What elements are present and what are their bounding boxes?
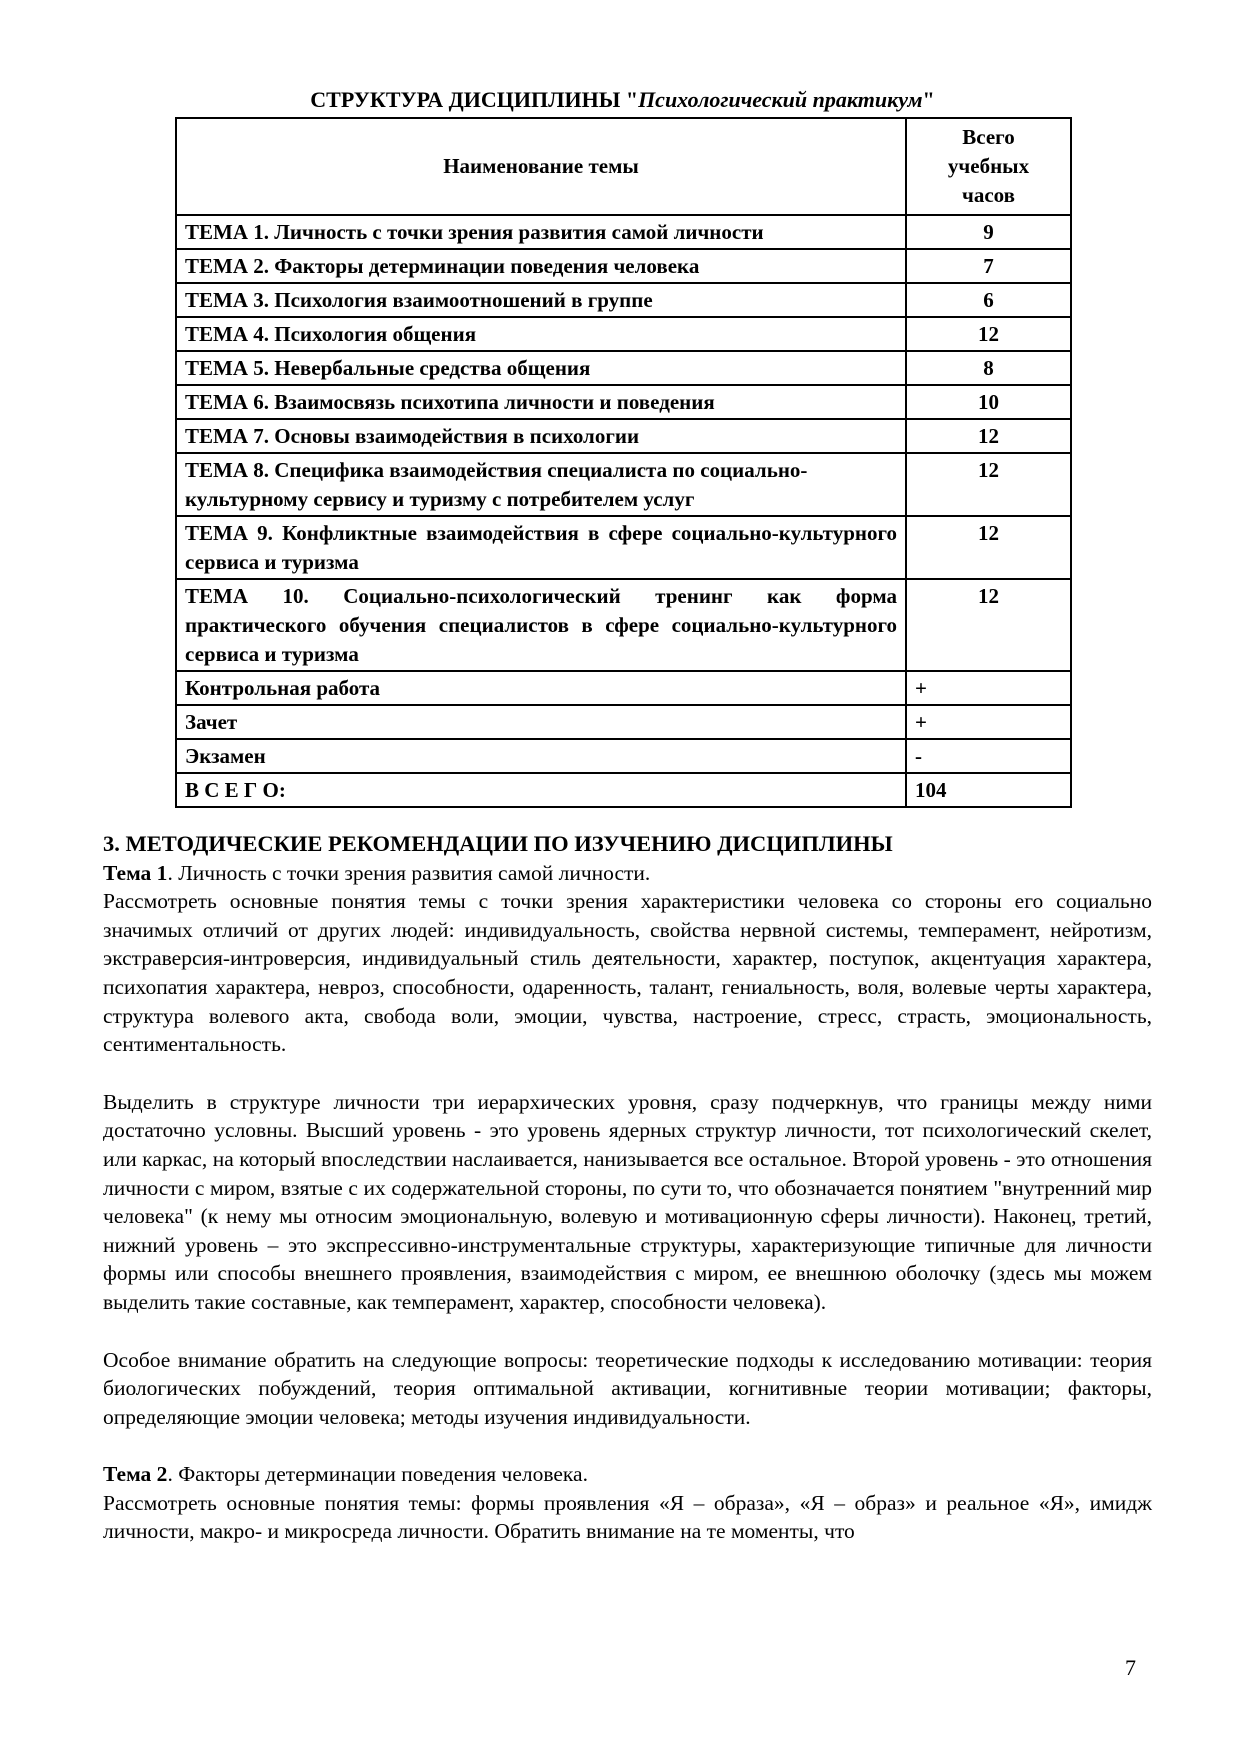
methodical-recommendations	[103, 830, 1152, 1546]
topic-1-heading	[103, 859, 1152, 888]
topic-hours: 12	[906, 516, 1071, 579]
topic-name: ТЕМА 2. Факторы детерминации поведения человека	[176, 249, 906, 283]
table-title-suffix: "	[922, 87, 935, 112]
total-hours: 104	[906, 773, 1071, 807]
table-row	[176, 671, 1071, 705]
discipline-name: Психологический практикум	[638, 87, 923, 112]
topic-name: Экзамен	[176, 739, 906, 773]
topic-hours: 8	[906, 351, 1071, 385]
topic-1-title: . Личность с точки зрения развития самой личности.	[167, 860, 651, 885]
discipline-structure-table	[175, 117, 1072, 808]
table-title-prefix: СТРУКТУРА ДИСЦИПЛИНЫ "	[310, 87, 639, 112]
table-row	[176, 419, 1071, 453]
topic-name: ТЕМА 6. Взаимосвязь психотипа личности и поведения	[176, 385, 906, 419]
table-row	[176, 385, 1071, 419]
topic-hours: 6	[906, 283, 1071, 317]
topic-name: ТЕМА 4. Психология общения	[176, 317, 906, 351]
table-header-row	[176, 118, 1071, 215]
page-number: 7	[1125, 1655, 1136, 1680]
paragraph: Рассмотреть основные понятия темы: формы проявления «Я – образа», «Я – образ» и реальное «Я», имидж личности, макро- и микросреда личности. Обратить внимание на те моменты, что	[103, 1490, 1152, 1544]
topic-hours: +	[906, 705, 1071, 739]
total-label: В С Е Г О:	[176, 773, 906, 807]
topic-2-title: . Факторы детерминации поведения человека.	[167, 1462, 588, 1487]
topic-2-heading	[103, 1460, 1152, 1489]
topic-name: Контрольная работа	[176, 671, 906, 705]
topic-hours: -	[906, 739, 1071, 773]
table-row	[176, 283, 1071, 317]
topic-name: ТЕМА 5. Невербальные средства общения	[176, 351, 906, 385]
table-row	[176, 739, 1071, 773]
paragraph: Выделить в структуре личности три иерархических уровня, сразу подчеркнув, что границы между ними достаточно условны. Высший уровень - это уровень ядерных структур личности, тот психологический скелет, или каркас, на который впоследствии наслаивается, нанизывается все остальное. Второй уровень - это отношения личности с миром, взятые с их содержательной стороны, по сути то, что обозначается понятием "внутренний мир человека" (к нему мы относим эмоциональную, волевую и мотивационную сферы личности). Наконец, третий, нижний уровень – это экспрессивно-инструментальные структуры, характеризующие типичные для личности формы или способы внешнего проявления, взаимодействия с миром, ее внешнюю оболочку (здесь мы можем выделить такие составные, как темперамент, характер, способности человека).	[103, 1089, 1152, 1314]
topic-name: ТЕМА 10. Социально-психологический тренинг как форма практического обучения специалистов в сфере социально-культурного сервиса и туризма	[176, 579, 906, 671]
header-topic-name: Наименование темы	[176, 118, 906, 215]
topic-hours: 10	[906, 385, 1071, 419]
table-row-total	[176, 773, 1071, 807]
paragraph: Особое внимание обратить на следующие вопросы: теоретические подходы к исследованию мотивации: теория биологических побуждений, теория оптимальной активации, когнитивные теории мотивации; факторы, определяющие эмоции человека; методы изучения индивидуальности.	[103, 1347, 1152, 1429]
topic-1-label: Тема 1	[103, 860, 168, 885]
table-row	[176, 317, 1071, 351]
table-row	[176, 215, 1071, 249]
table-row	[176, 351, 1071, 385]
topic-hours: 12	[906, 317, 1071, 351]
topic-name: ТЕМА 9. Конфликтные взаимодействия в сфере социально-культурного сервиса и туризма	[176, 516, 906, 579]
topic-name: ТЕМА 7. Основы взаимодействия в психологии	[176, 419, 906, 453]
table-row	[176, 453, 1071, 516]
table-row	[176, 705, 1071, 739]
topic-2-label: Тема 2	[103, 1462, 168, 1487]
topic-hours: 7	[906, 249, 1071, 283]
table-title	[175, 87, 1070, 113]
table-row	[176, 516, 1071, 579]
topic-hours: 12	[906, 453, 1071, 516]
topic-hours: +	[906, 671, 1071, 705]
header-total-hours: Всего учебных часов	[906, 118, 1071, 215]
topic-hours: 12	[906, 419, 1071, 453]
topic-name: ТЕМА 8. Специфика взаимодействия специалиста по социально-культурному сервису и туризму с потребителем услуг	[176, 453, 906, 516]
topic-name: ТЕМА 1. Личность с точки зрения развития самой личности	[176, 215, 906, 249]
topic-hours: 9	[906, 215, 1071, 249]
topic-hours: 12	[906, 579, 1071, 671]
table-row	[176, 249, 1071, 283]
table-row	[176, 579, 1071, 671]
paragraph: Рассмотреть основные понятия темы с точки зрения характеристики человека со стороны его социально значимых отличий от других людей: индивидуальность, свойства нервной системы, темперамент, нейротизм, экстраверсия-интроверсия, индивидуальный стиль деятельности, характер, поступок, акцентуация характера, психопатия характера, невроз, способности, одаренность, талант, гениальность, воля, волевые черты характера, структура волевого акта, свобода воли, эмоции, чувства, настроение, стресс, страсть, эмоциональность, сентиментальность.	[103, 889, 1152, 1057]
topic-name: ТЕМА 3. Психология взаимоотношений в группе	[176, 283, 906, 317]
topic-name: Зачет	[176, 705, 906, 739]
section-heading: 3. МЕТОДИЧЕСКИЕ РЕКОМЕНДАЦИИ ПО ИЗУЧЕНИЮ ДИСЦИПЛИНЫ	[103, 831, 893, 856]
